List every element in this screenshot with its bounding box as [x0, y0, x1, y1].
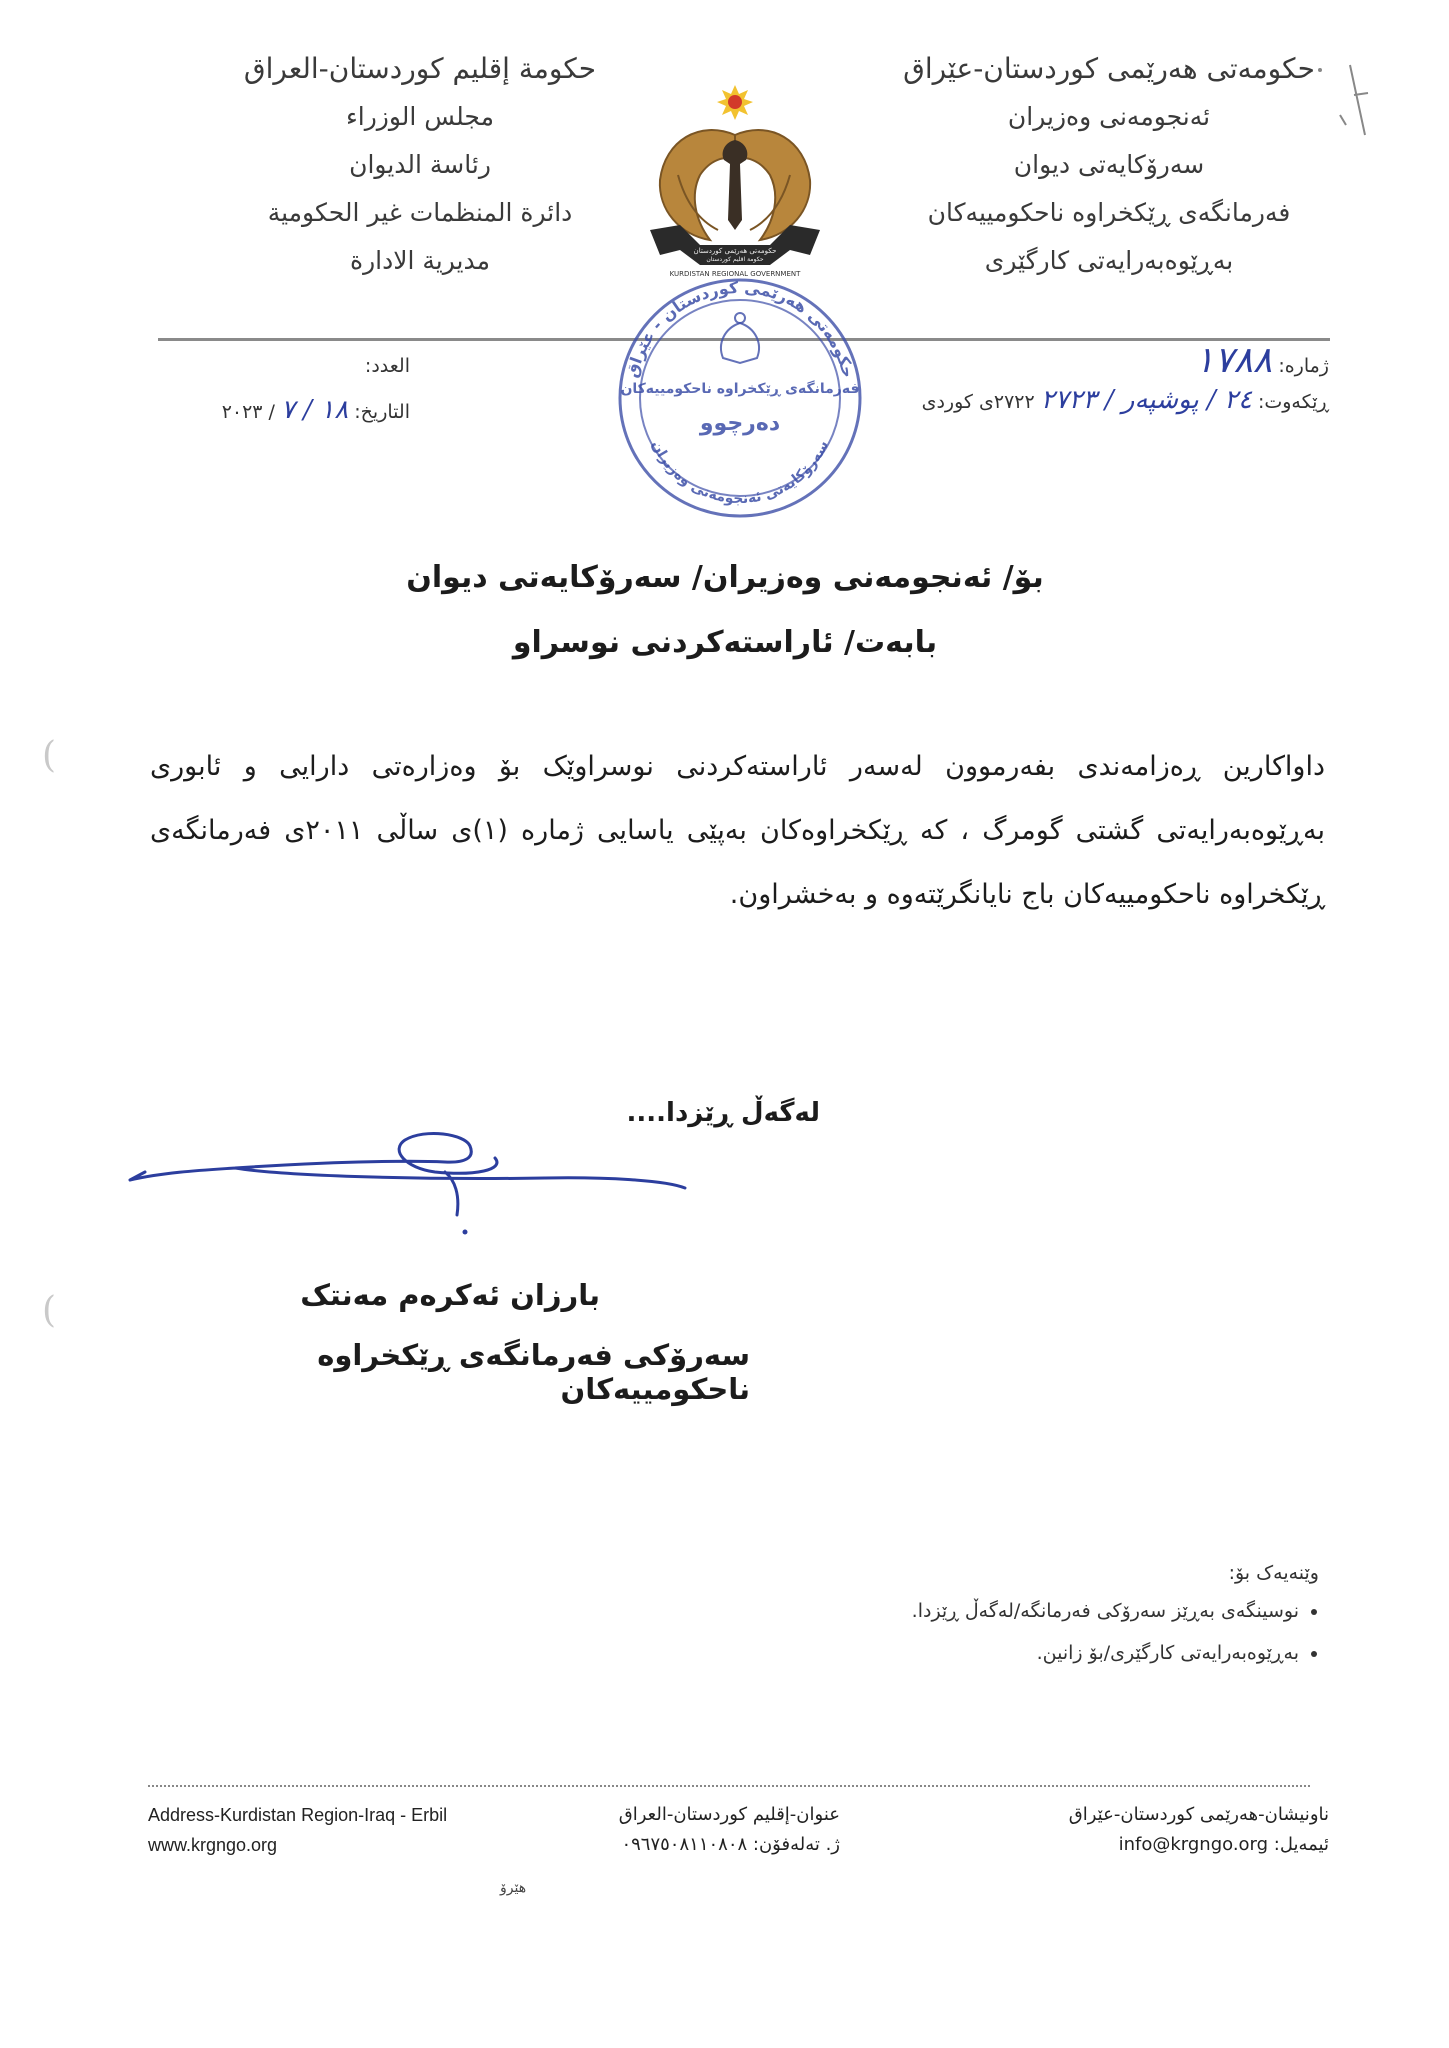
date-ar-printed: / ٢٠٢٣ — [221, 401, 275, 423]
stamp-bottom-text: سەرۆکایەتی ئەنجومەنی وەزیران — [647, 438, 833, 508]
footer-kurdish — [999, 1800, 1329, 1860]
date-ku-printed: ٢٧٢٢ی کوردی — [921, 391, 1035, 413]
margin-bracket-bottom: ( — [42, 1290, 57, 1331]
footer-arabic — [560, 1800, 840, 1860]
date-block-ar — [180, 395, 410, 425]
header-presidency-ar: رئاسة الديوان — [349, 150, 491, 179]
margin-bracket-top: ( — [42, 735, 57, 776]
letter-closing: لەگەڵ ڕێزدا.... — [626, 1098, 820, 1128]
cc-list — [839, 1600, 1339, 1684]
footer-english — [148, 1800, 508, 1860]
header-gov-ar: حكومة إقليم كوردستان-العراق — [243, 52, 597, 85]
header-gov-ku: حکومەتی هەرێمی کوردستان-عێراق — [903, 52, 1315, 85]
department-stamp-icon — [605, 268, 875, 528]
number-value-handwritten: ١٧٨٨ — [1194, 340, 1273, 381]
date-ar-handwritten: ١٨ / ٧ — [281, 395, 349, 425]
signer-title: سەرۆکی فەرمانگەی ڕێکخراوە ناحکومییەکان — [317, 1338, 750, 1406]
footer-divider — [148, 1785, 1310, 1787]
date-label-ar: التاريخ: — [354, 401, 410, 423]
header-department-ar: دائرة المنظمات غير الحكومية — [267, 198, 573, 227]
signature-icon — [125, 1110, 705, 1250]
footer-address-ku: ناونیشان-هەرێمی کوردستان-عێراق — [1068, 1804, 1329, 1825]
stamp-department: فەرمانگەی ڕێکخراوە ناحکومییەکان — [620, 381, 860, 397]
svg-text:حکومەتی هەرێمی کوردستان - عێرا — [622, 278, 858, 380]
typist-initials: هێرۆ — [500, 1880, 527, 1896]
letter-subject: بابەت/ ئاراستەکردنی نوسراو — [512, 625, 938, 660]
header-presidency-ku: سەرۆکایەتی دیوان — [1013, 150, 1205, 179]
stamp-outgoing: دەرچوو — [699, 411, 781, 436]
letter-addressee: بۆ/ ئەنجومەنی وەزیران/ سەرۆکایەتی دیوان — [406, 560, 1044, 595]
date-label-ku: ڕێکەوت: — [1257, 391, 1329, 413]
footer-phone: ژ. تەلەفۆن: ٠٩٦٧٥٠٨١١٠٨٠٨ — [621, 1834, 840, 1855]
cc-heading: وێنەیەک بۆ: — [1228, 1562, 1319, 1584]
cc-item: • بەڕێوەبەرایەتی کارگێری/بۆ زانین. — [839, 1642, 1299, 1664]
header-department-ku: فەرمانگەی ڕێکخراوە ناحکومییەکان — [927, 198, 1291, 227]
letter-body: داواکارین ڕەزامەندی بفەرموون لەسەر ئاراستەکردنی نوسراوێک بۆ وەزارەتی دارایی و ئابوری بەڕێوەبەرایەتی گشتی گومرگ ، کە ڕێکخراوەکان بەپێی یاسایی ژمارە (١)ی ساڵی ٢٠١١ی فەرمانگەی ڕێکخراوە ناحکومییەکان باج نایانگرێتەوە و بەخشراون. — [150, 751, 1325, 910]
number-label-ku: ژمارە: — [1278, 355, 1329, 377]
footer-address-en: Address-Kurdistan Region-Iraq - Erbil — [148, 1805, 448, 1825]
emblem-ring-mid: حکومة اقليم كوردستان — [706, 256, 764, 263]
header-directorate-ku: بەڕێوەبەرایەتی کارگێری — [984, 246, 1234, 275]
header-council-ar: مجلس الوزراء — [346, 102, 494, 131]
emblem-ring-top: حکومەتی هەرێمی کوردستان — [693, 247, 777, 255]
date-ku-handwritten: ٢٤ / پوشپەر / ٢٧٢٣ — [1040, 385, 1252, 415]
header-arabic — [230, 45, 610, 285]
number-label-ar: العدد: — [364, 355, 410, 377]
footer-website[interactable]: www.krgngo.org — [148, 1835, 278, 1855]
stamp-ring-text: حکومەتی هەرێمی کوردستان - عێراق — [622, 277, 858, 380]
emblem-ring-bottom: KURDISTAN REGIONAL GOVERNMENT — [669, 270, 801, 278]
signer-name: بارزان ئەکرەم مەنتک — [300, 1278, 600, 1312]
cc-item: • نوسینگەی بەڕێز سەرۆکی فەرمانگە/لەگەڵ ڕێزدا. — [839, 1600, 1299, 1622]
krg-emblem-icon — [640, 80, 830, 280]
header-kurdish — [849, 45, 1369, 285]
header-council-ku: ئەنجومەنی وەزیران — [1007, 102, 1211, 131]
header-directorate-ar: مديرية الادارة — [349, 246, 491, 275]
footer-email: ئیمەیل: info@krgngo.org — [1118, 1834, 1329, 1855]
margin-scribble-icon — [1310, 55, 1380, 175]
footer-address-ar: عنوان-إقليم كوردستان-العراق — [618, 1804, 840, 1825]
number-block-ku — [929, 340, 1329, 380]
sun-icon — [717, 85, 753, 120]
